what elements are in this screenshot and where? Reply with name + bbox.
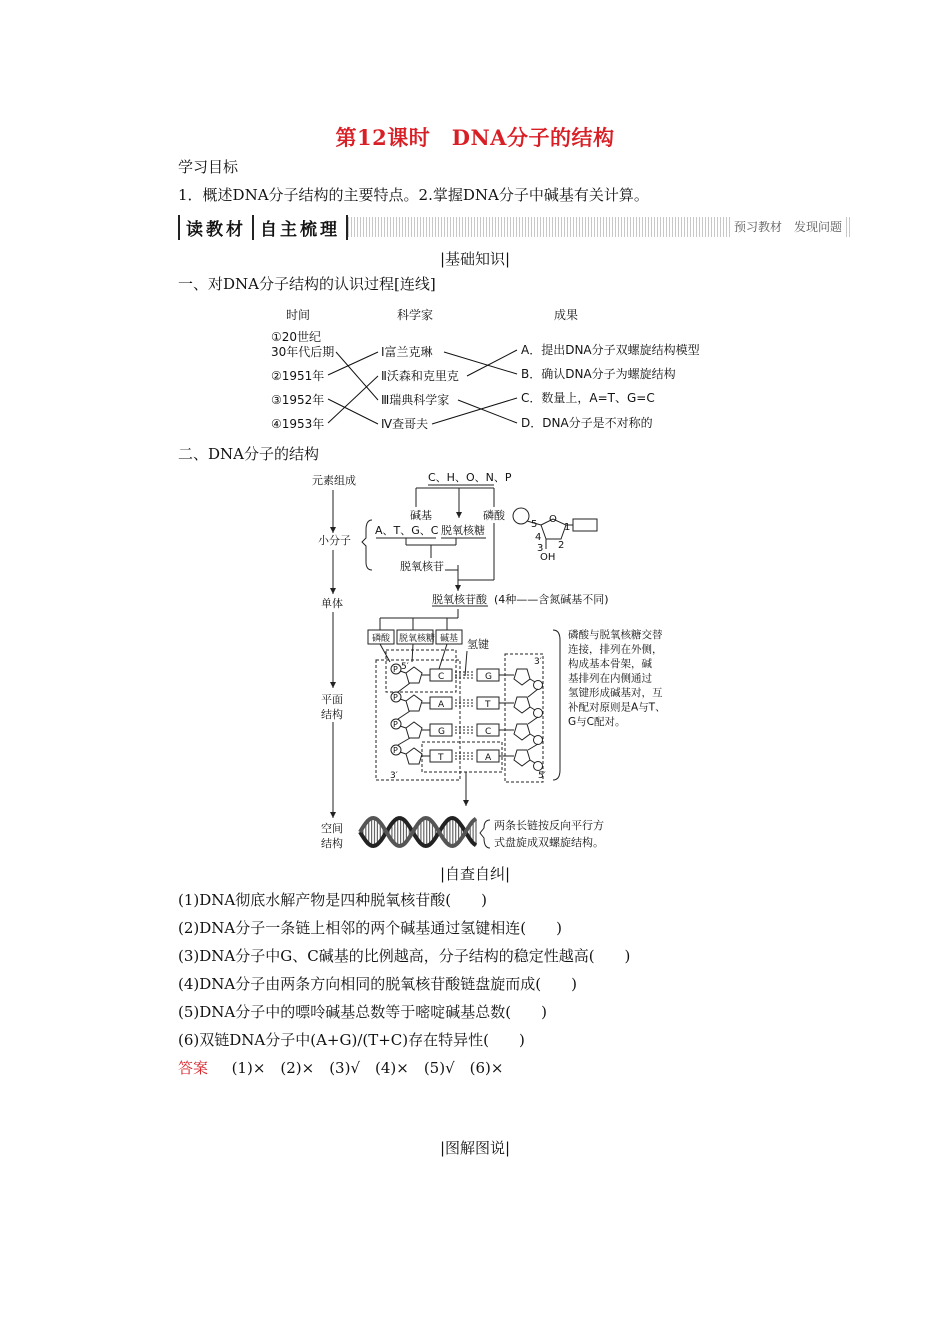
structure-note-line: 构成基本骨架，碱	[568, 658, 652, 670]
carbon-1-label: 1	[564, 522, 571, 533]
sugar-pentagon	[514, 724, 530, 740]
phosphate-p-label: P	[393, 720, 398, 729]
base-left-label: G	[438, 727, 445, 737]
base-label: 碱基	[410, 509, 432, 522]
figure-section-heading: |图解图说|	[439, 1139, 511, 1157]
nucleotide-note: (4种——含氮碱基不同)	[494, 593, 609, 606]
nucleotide-label: 脱氧核苷酸	[432, 593, 487, 606]
carbon-4-label: 4	[535, 532, 542, 543]
structure-note-line: 氢键形成碱基对，互	[568, 687, 663, 699]
banner-seg-read: 读教材	[178, 215, 252, 240]
check-item-6: (6)双链DNA分子中(A+G)/(T+C)存在特异性( )	[178, 1031, 525, 1049]
legend-sugar: 脱氧核糖	[399, 634, 436, 644]
deoxyribose-label: 脱氧核糖	[441, 524, 485, 537]
check-item-5: (5)DNA分子中的嘌呤碱基总数等于嘧啶碱基总数( )	[178, 1003, 547, 1021]
base-right-label: T	[485, 700, 491, 710]
check-item-2: (2)DNA分子一条链上相邻的两个碱基通过氢键相连( )	[178, 919, 562, 937]
base-left-label: T	[438, 753, 444, 763]
dna-strands	[390, 657, 546, 781]
hbond-label: 氢键	[467, 638, 489, 651]
scientist-1: Ⅰ富兰克琳	[381, 345, 433, 359]
check-item-3: (3)DNA分子中G、C碱基的比例越高，分子结构的稳定性越高( )	[178, 947, 631, 965]
backbone-link	[398, 683, 410, 692]
answer-text: (1)× (2)× (3)√ (4)× (5)√ (6)×	[231, 1059, 504, 1077]
structure-note	[568, 628, 666, 728]
base-left-label: C	[438, 672, 445, 682]
space-label-1: 空间	[321, 822, 343, 835]
strand-end-label: 3′	[390, 771, 398, 781]
backbone-link	[528, 689, 538, 697]
small-mol-label: 小分子	[318, 534, 351, 547]
strand-end-label: 5′	[401, 662, 409, 672]
bases-text: A、T、G、C	[375, 524, 439, 537]
hydroxyl-label: OH	[540, 552, 556, 563]
phosphate-label: 磷酸	[483, 509, 505, 522]
plane-label-2: 结构	[321, 708, 343, 721]
scientist-4: Ⅳ查哥夫	[381, 417, 429, 431]
structure-note-line: 补配对原则是A与T、	[568, 701, 666, 714]
banner-seg-self: 自主梳理	[252, 215, 348, 240]
backbone-bond	[400, 726, 406, 728]
structure-note-line: 磷酸与脱氧核糖交替	[568, 629, 663, 641]
strand-end-label: 5′	[538, 771, 546, 781]
result-b: B．确认DNA分子为螺旋结构	[521, 367, 676, 381]
backbone-bond	[530, 707, 535, 710]
sugar-pentagon	[514, 669, 530, 685]
time-3: ③1952年	[271, 393, 325, 407]
goals-text: 1．概述DNA分子结构的主要特点。2.掌握DNA分子中碱基有关计算。	[178, 186, 649, 204]
backbone-bond	[530, 679, 535, 682]
helix-note-1: 两条长链按反向平行方	[494, 819, 604, 832]
legend-phosphate: 磷酸	[372, 634, 391, 644]
elements-text: C、H、O、N、P	[428, 471, 512, 484]
backbone-bond	[530, 760, 535, 763]
base-right-label: C	[485, 727, 492, 737]
result-d: D．DNA分子是不对称的	[521, 416, 653, 430]
dna-structure-diagram	[300, 465, 700, 860]
answer-label: 答案	[178, 1059, 209, 1077]
part1-heading: 一、对DNA分子结构的认识过程[连线]	[178, 275, 436, 293]
base-right-label: A	[485, 753, 492, 763]
double-helix-icon	[360, 818, 476, 846]
nucleoside-label: 脱氧核苷	[400, 560, 444, 573]
carbon-2-label: 2	[558, 540, 565, 551]
space-label-2: 结构	[321, 837, 343, 850]
carbon-3-label: 3	[537, 543, 544, 554]
basic-heading: |基础知识|	[439, 250, 511, 268]
backbone-bond	[530, 734, 535, 737]
time-1a: ①20世纪	[271, 330, 322, 344]
goals-heading: 学习目标	[178, 158, 239, 176]
part2-heading: 二、DNA分子的结构	[178, 445, 319, 463]
sugar-pentagon	[514, 750, 530, 766]
col-result: 成果	[554, 308, 579, 322]
elements-label: 元素组成	[312, 474, 356, 487]
structure-note-line: 连接，排列在外侧，	[568, 643, 663, 656]
result-c: C．数量上，A=T、G=C	[521, 391, 655, 405]
legend-base: 碱基	[440, 634, 459, 644]
backbone-link	[528, 717, 538, 724]
structure-note-line: G与C配对。	[568, 716, 626, 728]
time-4: ④1953年	[271, 417, 325, 431]
answer-line	[178, 1058, 503, 1078]
base-right-label: G	[485, 672, 492, 682]
strand-end-label: 3′	[534, 657, 542, 667]
sugar-pentagon	[406, 695, 422, 711]
backbone-link	[528, 744, 538, 750]
backbone-link	[398, 711, 410, 719]
phosphate-p-label: P	[393, 693, 398, 702]
structure-note-line: 基排列在内侧通过	[568, 672, 652, 685]
result-a: A．提出DNA分子双螺旋结构模型	[521, 343, 700, 357]
scientist-3: Ⅲ瑞典科学家	[381, 393, 450, 407]
col-time: 时间	[286, 308, 311, 322]
check-heading: |自查自纠|	[439, 865, 511, 883]
plane-label-1: 平面	[321, 693, 343, 706]
phosphate-p-label: P	[393, 665, 398, 674]
sugar-pentagon	[514, 697, 530, 713]
sugar-pentagon	[406, 748, 422, 764]
backbone-bond	[400, 699, 406, 701]
phosphate-p-label: P	[393, 746, 398, 755]
monomer-label: 单体	[321, 597, 343, 610]
check-item-1: (1)DNA彻底水解产物是四种脱氧核苷酸( )	[178, 891, 487, 909]
matching-lines	[328, 350, 517, 424]
backbone-bond	[400, 752, 406, 754]
helix-note-2: 式盘旋成双螺旋结构。	[494, 836, 604, 849]
backbone-link	[398, 738, 410, 745]
time-2: ②1951年	[271, 369, 325, 383]
check-item-4: (4)DNA分子由两条方向相同的脱氧核苷酸链盘旋而成( )	[178, 975, 577, 993]
banner-right-text: 预习教材 发现问题	[730, 217, 846, 237]
time-1b: 30年代后期	[271, 345, 335, 359]
col-scientist: 科学家	[397, 308, 434, 322]
base-left-label: A	[438, 700, 445, 710]
sugar-pentagon	[406, 722, 422, 738]
page-title: 第12课时 DNA分子的结构	[335, 125, 615, 150]
scientist-2: Ⅱ沃森和克里克	[381, 369, 459, 383]
carbon-5-label: 5	[531, 519, 538, 530]
oxygen-label: O	[549, 514, 557, 525]
